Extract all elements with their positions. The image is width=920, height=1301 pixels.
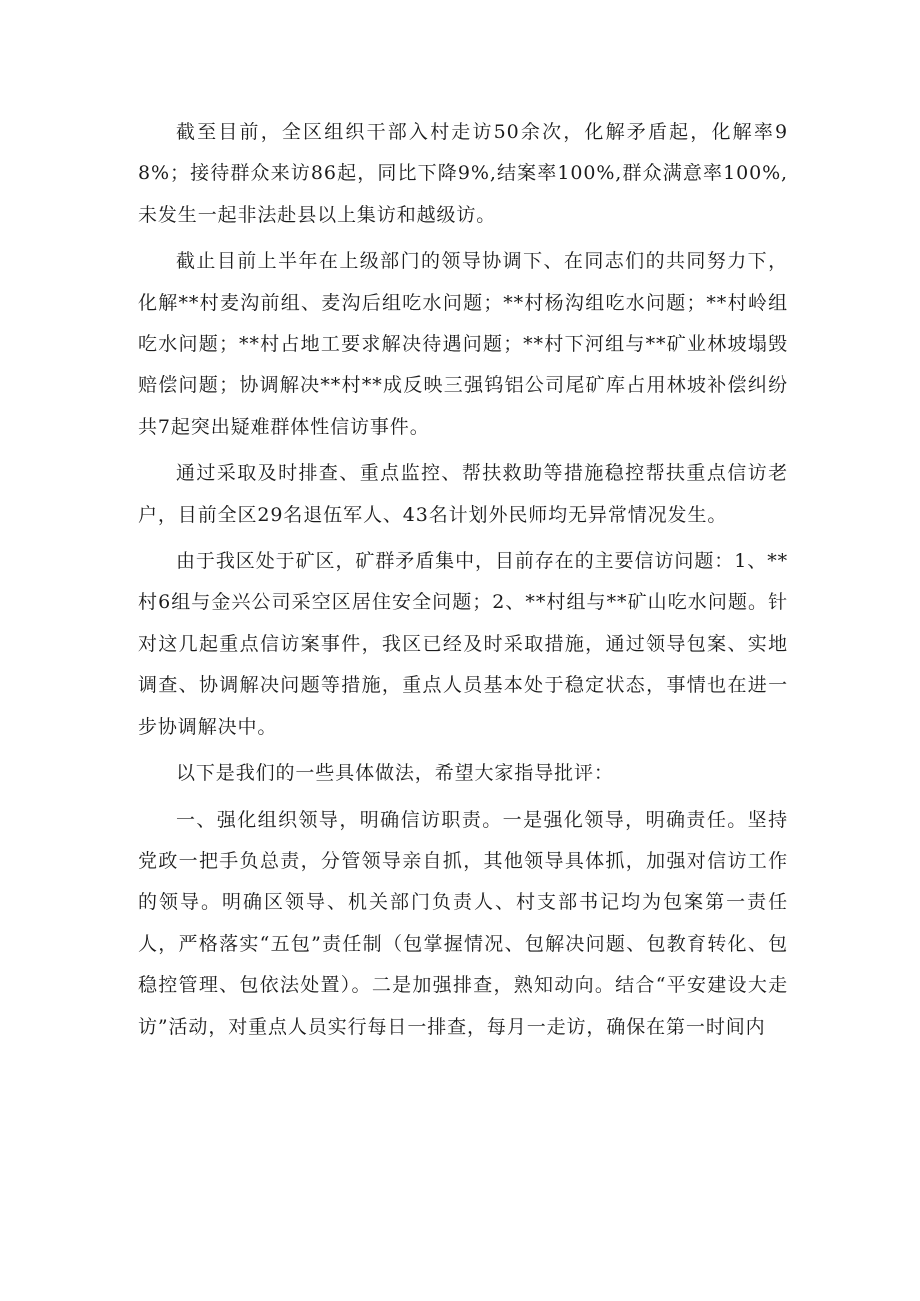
paragraph-main-issues: 由于我区处于矿区，矿群矛盾集中，目前存在的主要信访问题：1、**村6组与金兴公司采空区居住安全问题；2、**村组与**矿山吃水问题。针对这几起重点信访案事件，我区已经及时采取措施，通过领导包案、实地调查、协调解决问题等措施，重点人员基本处于稳定状态，事情也在进一步协调解决中。 [138,550,788,738]
paragraph-key-petitioners: 通过采取及时排查、重点监控、帮扶救助等措施稳控帮扶重点信访老户，目前全区29名退伍军人、43名计划外民师均无异常情况发生。 [138,462,788,526]
paragraph-practices-intro: 以下是我们的一些具体做法，希望大家指导批评： [176,762,614,785]
document-body [138,112,788,1053]
paragraph-resolved-cases: 截止目前上半年在上级部门的领导协调下、在同志们的共同努力下，化解**村麦沟前组、麦沟后组吃水问题；**村杨沟组吃水问题；**村岭组吃水问题；**村占地工要求解决待遇问题；**村下河组与**矿业林坡塌毁赔偿问题；协调解决**村**成反映三强钨铝公司尾矿库占用林坡补偿纠纷共7起突出疑难群体性信访事件。 [138,250,788,438]
paragraph-organization-leadership: 一、强化组织领导，明确信访职责。一是强化领导，明确责任。坚持党政一把手负总责，分管领导亲自抓，其他领导具体抓，加强对信访工作的领导。明确区领导、机关部门负责人、村支部书记均为包案第一责任人，严格落实“五包”责任制（包掌握情况、包解决问题、包教育转化、包稳控管理、包依法处置）。二是加强排查，熟知动向。结合“平安建设大走访”活动，对重点人员实行每日一排查，每月一走访，确保在第一时间内 [138,808,788,1038]
paragraph-visit-statistics: 截至目前，全区组织干部入村走访50余次，化解矛盾起，化解率98%；接待群众来访86起，同比下降9%,结案率100%,群众满意率100%,未发生一起非法赴县以上集访和越级访。 [138,121,788,226]
